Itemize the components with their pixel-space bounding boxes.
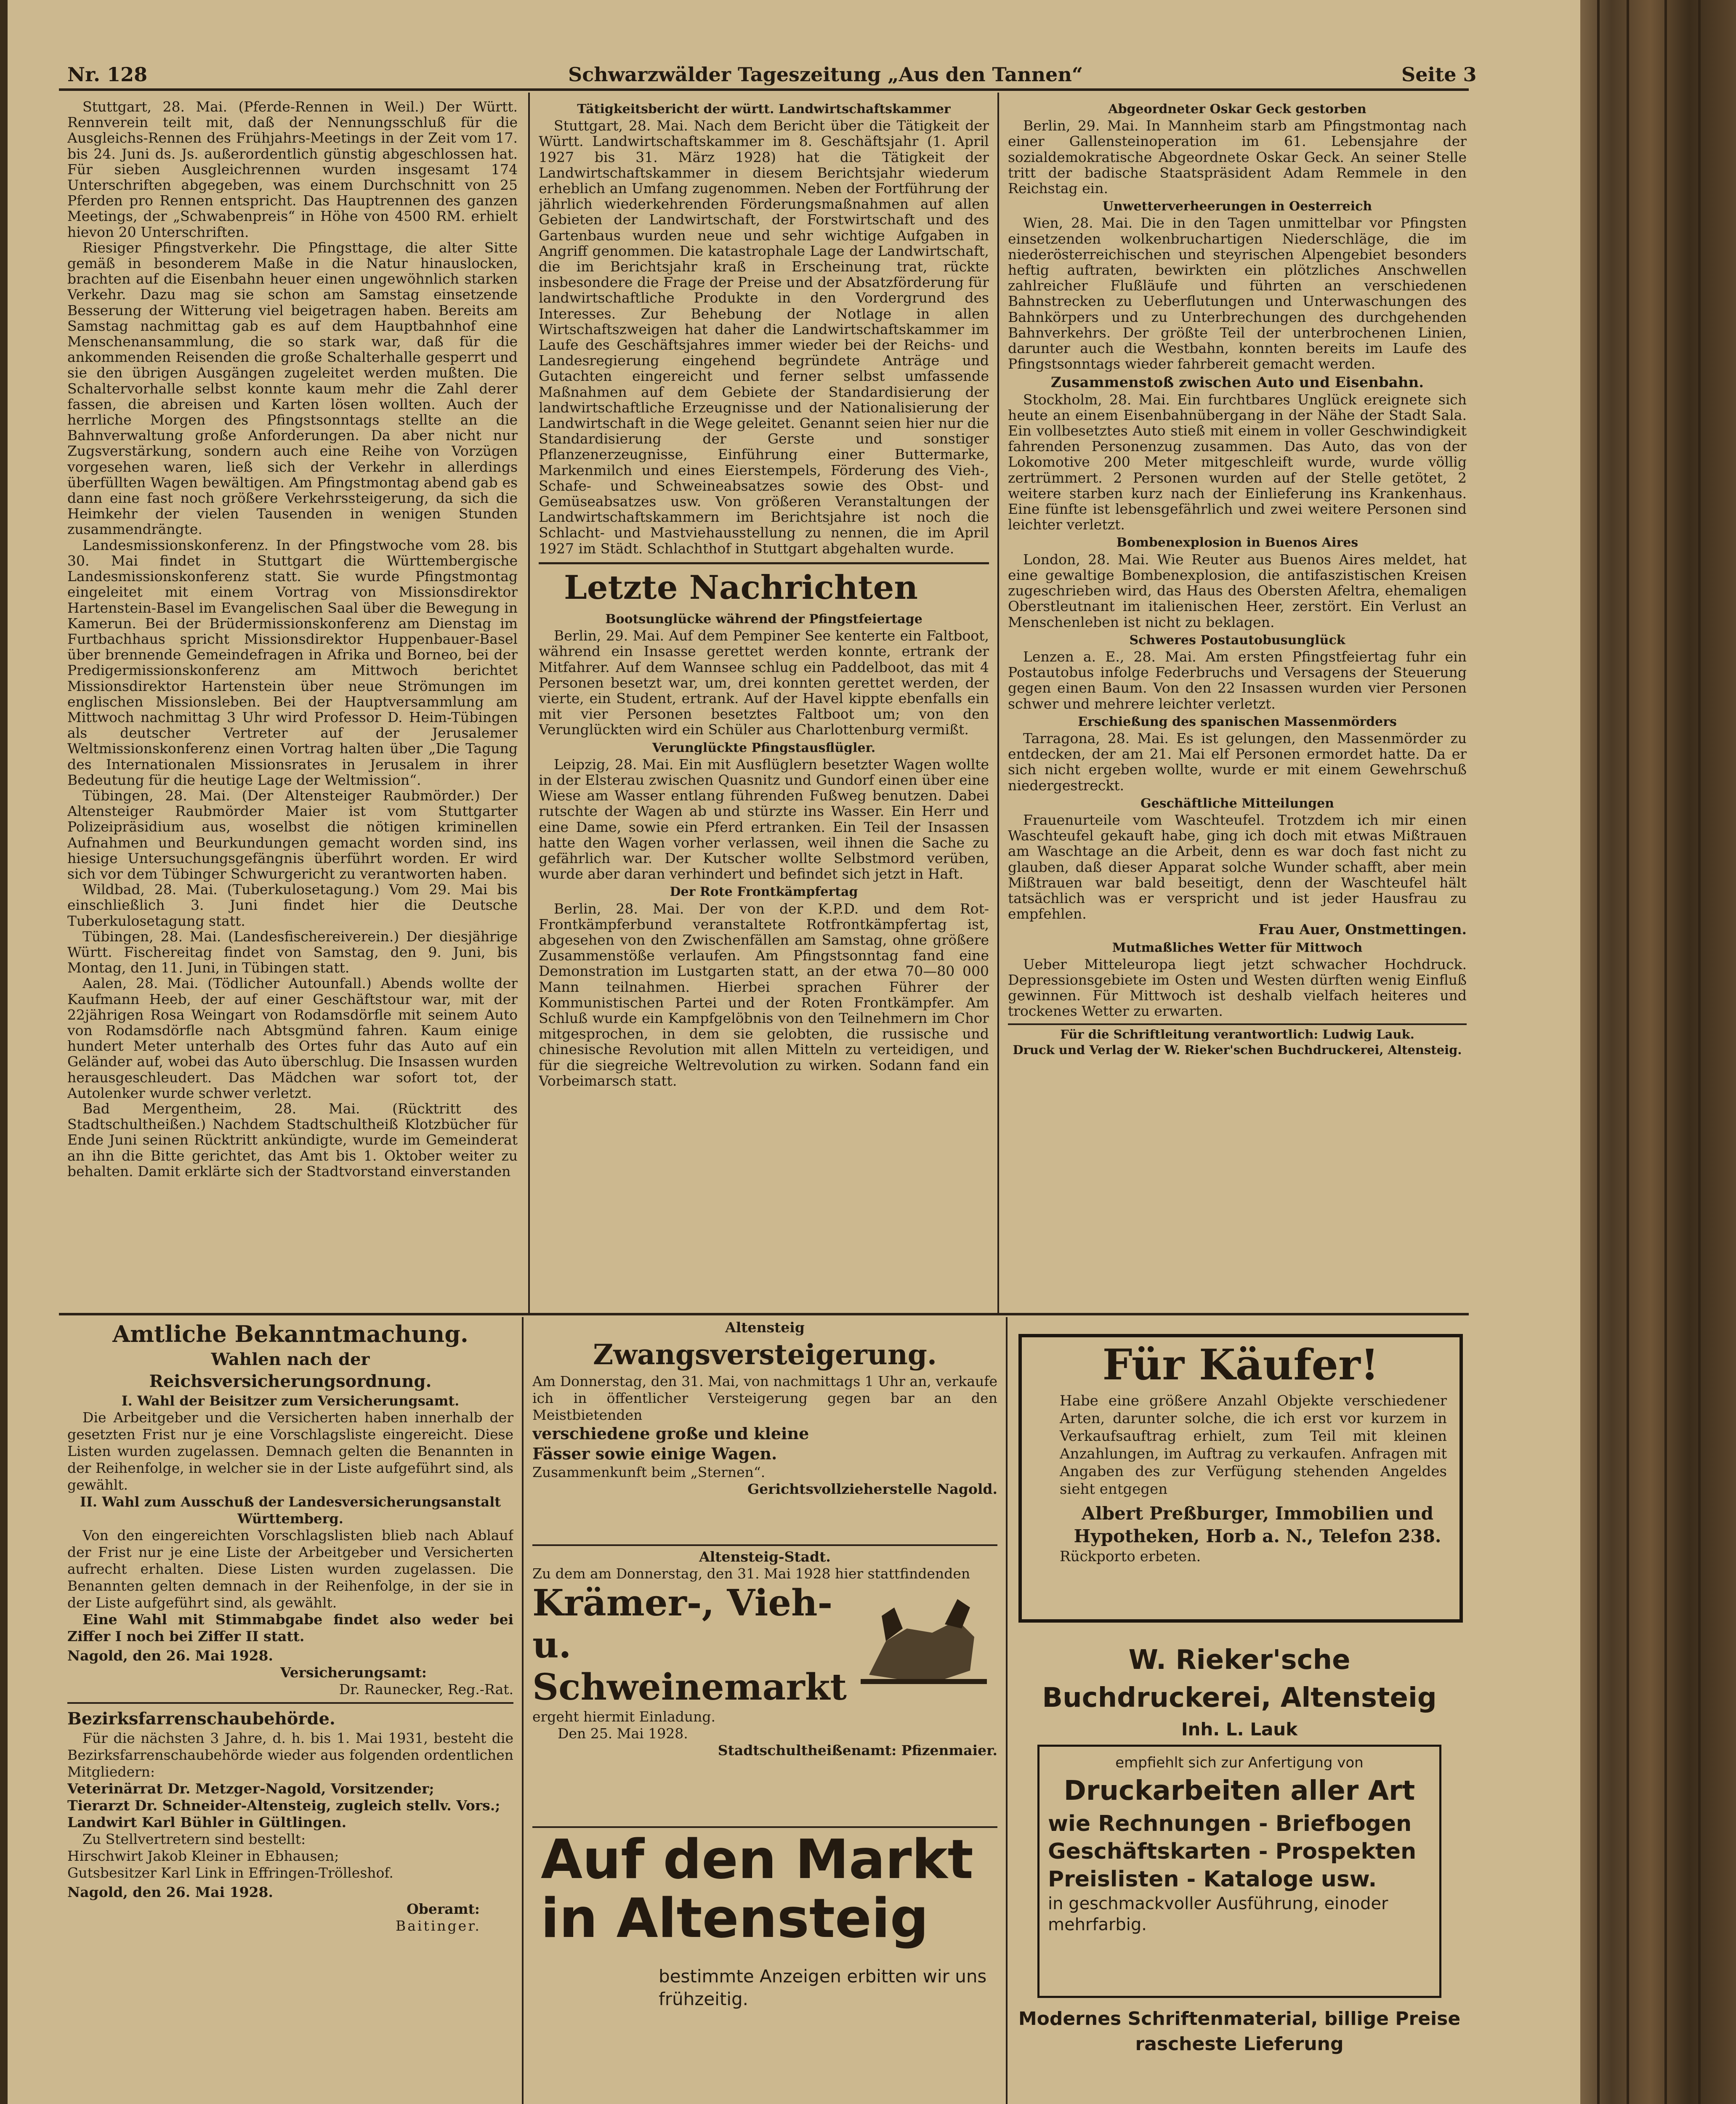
markt-place: Altensteig-Stadt. bbox=[699, 1549, 831, 1565]
column-2 bbox=[539, 99, 989, 1307]
auf-title-1: Auf den Markt bbox=[541, 1830, 973, 1891]
farrenschau-member-3: Landwirt Karl Bühler in Gültlingen. bbox=[67, 1814, 347, 1830]
article-bootsunglueck: Berlin, 29. Mai. Auf dem Pempiner See kenterte ein Faltboot, während ein Insasse gerettet werden konnte, ertrank der Mitfahrer. Auf dem Wannsee schlug ein Paddelboot, das mit 4 Personen besetzt war, um, drei konnten gerettet werden, der vierte, ein Student, ertrank. Auf der Havel kippte ebenfalls ein mit vier Personen besetztes Faltboot um; von den Verunglückten wird ein Schüler aus Charlottenburg vermißt. bbox=[539, 627, 989, 738]
headline-landwirtschaftskammer: Tätigkeitsbericht der württ. Landwirtschaftskammer bbox=[577, 102, 951, 117]
amtlich-subtitle: Wahlen nach der Reichsversicherungsordnung. bbox=[149, 1350, 432, 1391]
rieker-intro: empfiehlt sich zur Anfertigung von bbox=[1115, 1754, 1364, 1771]
farrenschau-text: Für die nächsten 3 Jahre, d. h. bis 1. Mai 1931, besteht die Bezirksfarrenschaubehörde wieder aus folgenden ordentlichen Mitgliedern: bbox=[67, 1730, 513, 1780]
amtlich-text-1: Die Arbeitgeber und die Versicherten haben innerhalb der gesetzten Frist nur je eine Vorschlagsliste eingereicht. Diese Listen wurden zugelassen. Demnach gelten die Benannten in der Reihenfolge, in welcher sie in der Liste aufgeführt sind, als gewählt. bbox=[67, 1409, 513, 1493]
article-pfingstverkehr: Riesiger Pfingstverkehr. Die Pfingsttage, die alter Sitte gemäß in besonderem Maße in die Natur hinauslocken, brachten auf die Eisenbahn heuer einen ungewöhnlich starken Verkehr. Dazu mag sie schon am Samstag einsetzende Besserung der Witterung viel beigetragen haben. Bereits am Samstag nachmittag gab es auf dem Hauptbahnhof eine Menschenansammlung, die so stark war, daß für die ankommenden Reisenden die große Schalterhalle gesperrt und sie den übrigen Ausgängen zugeleitet werden mußten. Die Schaltervorhalle selbst konnte kaum mehr die Zahl derer fassen, die abreisen und Karten lösen wollten. Auch der herrliche Morgen des Pfingstsonntags stellte an die Bahnverwaltung große Anforderungen. Da aber nicht nur Zugsverstärkung, sondern auch eine Reihe von Vorzügen vorgesehen waren, ließ sich der Verkehr in allerdings überfüllten Wagen bewältigen. Am Pfingstmontag abend gab es dann eine fast noch größere Verkehrssteigerung, da sich die Heimkehr der vielen Tausenden in wenigen Stunden zusammendrängte. bbox=[67, 239, 518, 538]
article-tuberkulose: Wildbad, 28. Mai. (Tuberkulosetagung.) Vom 29. Mai bis einschließlich 3. Juni findet hier die Deutsche Tuberkulosetagung statt. bbox=[67, 881, 518, 929]
amtlich-text-3: Eine Wahl mit Stimmabgabe findet also weder bei Ziffer I noch bei Ziffer II statt. bbox=[67, 1611, 513, 1644]
ad-rule bbox=[532, 1544, 997, 1546]
farrenschau-member-1: Veterinärrat Dr. Metzger-Nagold, Vorsitzender; bbox=[67, 1780, 434, 1797]
article-postautobus: Lenzen a. E., 28. Mai. Am ersten Pfingstfeiertag fuhr ein Postautobus infolge Federbruchs und Versagens der Steuerung gegen einen Baum. Von den 22 Insassen wurden vier Personen schwer und mehrere leichter verletzt. bbox=[1008, 648, 1467, 712]
kaeufer-contact: Albert Preßburger, Immobilien und Hypotheken, Horb a. N., Telefon 238. bbox=[1074, 1503, 1441, 1546]
binding-edge-left bbox=[0, 0, 8, 2104]
farrenschau-office: Oberamt: bbox=[407, 1901, 480, 1917]
farrenschau-member-2: Tierarzt Dr. Schneider-Altensteig, zugleich stellv. Vors.; bbox=[67, 1797, 500, 1814]
zwang-place: Altensteig bbox=[725, 1319, 805, 1336]
zwang-title: Zwangsversteigerung. bbox=[593, 1338, 937, 1371]
article-pferderennen: Stuttgart, 28. Mai. (Pferde-Rennen in Weil.) Der Württ. Rennverein teilt mit, daß der Nennungsschluß für die Ausgleichs-Rennen des Frühjahrs-Meetings in der Zeit vom 17. bis 24. Juni ds. Js. außerordentlich günstig abgeschlossen hat. Für sieben Ausgleichrennen wurden insgesamt 174 Unterschriften abgegeben, was einem Durchschnitt von 25 Pferden pro Rennen entspricht. Das Hauptrennen des ganzen Meetings, der „Schwabenpreis“ in Höhe von 4500 RM. erhielt hievon 20 Unterschriften. bbox=[67, 99, 518, 240]
article-wetter: Ueber Mitteleuropa liegt jetzt schwacher Hochdruck. Depressionsgebiete im Osten und Westen dürften wenig Einfluß gewinnen. Für Mittwoch ist deshalb vielfach heiteres und trockenes Wetter zu erwarten. bbox=[1008, 956, 1467, 1020]
amtlich-signature: Dr. Raunecker, Reg.-Rat. bbox=[339, 1681, 513, 1698]
rieker-headline: Druckarbeiten aller Art bbox=[1063, 1775, 1415, 1806]
article-frontkaempfertag: Berlin, 28. Mai. Der von der K.P.D. und dem Rot-Frontkämpferbund veranstaltete Rotfrontkämpfertag ist, abgesehen von den Zwischenfällen am Samstag, ohne größere Zusammenstöße verlaufen. Am Pfingstsonntag fand eine Demonstration im Lustgarten statt, an der etwa 70—80 000 Mann teilnahmen. Hierbei sprachen Führer der Kommunistischen Partei und der Roten Frontkämpfer. Am Schluß wurde ein Kampfgelöbnis von den Teilnehmern im Chor mitgesprochen, in dem sie gelobten, die russische und chinesische Revolution mit allen Mitteln zu verteidigen, und für die siegreiche Weltrevolution zu wirken. Sodann fand ein Vorbeimarsch statt. bbox=[539, 900, 989, 1089]
amtlich-text-2: Von den eingereichten Vorschlagslisten blieb nach Ablauf der Frist nur je eine Liste der Arbeitgeber und Versicherten aufrecht erhalten. Diese Listen wurden zugelassen. Die Benannten gelten demnach in der Reihenfolge, in der sie in der Liste aufgeführt sind, als gewählt. bbox=[67, 1527, 513, 1611]
amtlich-date: Nagold, den 26. Mai 1928. bbox=[67, 1647, 273, 1664]
zwang-items: verschiedene große und kleine Fässer sowie einige Wagen. bbox=[532, 1424, 809, 1463]
headline-massenmoerder: Erschießung des spanischen Massenmörders bbox=[1078, 714, 1397, 729]
article-raubmoerder: Tübingen, 28. Mai. (Der Altensteiger Raubmörder.) Der Altensteiger Raubmörder Maier ist vom Stuttgarter Polizeipräsidium aus, woselbst die nötigen kriminellen Aufnahmen und Beurkundungen gemacht worden sind, ins hiesige Untersuchungsgefängnis überführt worden. Er wird sich vor dem Tübinger Schwurgericht zu verantworten haben. bbox=[67, 787, 518, 882]
article-unwetter: Wien, 28. Mai. Die in den Tagen unmittelbar vor Pfingsten einsetzenden wolkenbruchartigen Niederschläge, die im niederösterreichischen und steyrischen Alpengebiet besonders heftig auftraten, bewirkten ein plötzliches Anschwellen zahlreicher Flußläufe und führten an verschiedenen Bahnstrecken zu Ueberflutungen und Unterwaschungen des Bahnkörpers und zu Unterbrechungen des durchgehenden Bahnverkehrs. Der größte Teil der unterbrochenen Linien, darunter auch die Westbahn, konnten bereits im Laufe des Pfingstsonntags wieder fahrbereit gemacht werden. bbox=[1008, 215, 1467, 372]
headline-zusammenstoss: Zusammenstoß zwischen Auto und Eisenbahn. bbox=[1050, 374, 1424, 391]
column-divider bbox=[528, 93, 530, 1313]
page-number: Seite 3 bbox=[1401, 63, 1477, 86]
header-rule bbox=[59, 88, 1469, 91]
farrenschau-deputy-2: Gutsbesitzer Karl Link in Effringen-Trölleshof. bbox=[67, 1865, 393, 1881]
column-divider bbox=[997, 93, 999, 1313]
article-fischereiverein: Tübingen, 28. Mai. (Landesfischereiverein.) Der diesjährige Württ. Fischereitag findet von Samstag, den 9. Juni, bis Montag, den 11. Juni, in Tübingen statt. bbox=[67, 928, 518, 976]
amtlich-title: Amtliche Bekanntmachung. bbox=[112, 1320, 468, 1347]
rieker-box bbox=[1037, 1745, 1441, 1998]
article-ruecktritt: Bad Mergentheim, 28. Mai. (Rücktritt des Stadtschultheißen.) Nachdem Stadtschultheiß Klotzbücher für Ende Juni seinen Rücktritt ankündigte, wurde im Gemeinderat an ihn die Bitte gerichtet, das Amt bis 1. Oktober weiter zu behalten. Damit erklärte sich der Stadtvorstand einverstanden bbox=[67, 1100, 518, 1180]
rieker-title: W. Rieker'sche Buchdruckerei, Altensteig bbox=[1042, 1644, 1437, 1713]
headline-unwetter: Unwetterverheerungen in Oesterreich bbox=[1102, 199, 1372, 214]
rieker-line-1: wie Rechnungen - Briefbogen bbox=[1048, 1811, 1412, 1836]
ad-auf-den-markt bbox=[532, 1830, 997, 2049]
rieker-line-6: rascheste Lieferung bbox=[1135, 2033, 1344, 2055]
markt-text: Zu dem am Donnerstag, den 31. Mai 1928 hier stattfindenden bbox=[532, 1565, 970, 1582]
headline-bootsunglueck: Bootsunglücke während der Pfingstfeiertage bbox=[605, 611, 922, 627]
auf-text: bestimmte Anzeigen erbitten wir uns frühzeitig. bbox=[659, 1966, 987, 2009]
ad-rieker-buchdruckerei bbox=[1012, 1641, 1467, 2104]
ad-rule bbox=[532, 1826, 997, 1828]
farrenschau-date: Nagold, den 26. Mai 1928. bbox=[67, 1884, 273, 1900]
farrenschau-signature: Baitinger. bbox=[396, 1918, 481, 1934]
ad-markt bbox=[532, 1549, 997, 1822]
signature-waschteufel: Frau Auer, Onstmettingen. bbox=[1258, 921, 1467, 938]
article-bombenexplosion: London, 28. Mai. Wie Reuter aus Buenos Aires meldet, hat eine gewaltige Bombenexplosion, die antifaszistischen Kreisen zugeschrieben wird, das Haus des Obersten Afeltra, ehemaligen Oberstleutnant im italienischen Heer, zerstört. Ein Verlust an Menschenleben ist nicht zu beklagen. bbox=[1008, 551, 1467, 630]
markt-date: Den 25. Mai 1928. bbox=[558, 1725, 688, 1742]
headline-frontkaempfertag: Der Rote Frontkämpfertag bbox=[670, 885, 858, 900]
ads-rule bbox=[59, 1313, 1469, 1315]
amtlich-section-2: II. Wahl zum Ausschuß der Landesversicherungsanstalt Württemberg. bbox=[80, 1494, 501, 1527]
column-3 bbox=[1008, 99, 1467, 1307]
farrenschau-deputies: Zu Stellvertretern sind bestellt: bbox=[82, 1831, 306, 1847]
headline-pfingstausfluegler: Verunglückte Pfingstausflügler. bbox=[652, 740, 876, 755]
headline-geck: Abgeordneter Oskar Geck gestorben bbox=[1108, 102, 1366, 117]
kaeufer-title: Für Käufer! bbox=[1102, 1340, 1379, 1389]
book-spine bbox=[1580, 0, 1736, 2104]
farrenschau-deputy-1: Hirschwirt Jakob Kleiner in Ebhausen; bbox=[67, 1848, 339, 1864]
article-massenmoerder: Tarragona, 28. Mai. Es ist gelungen, den Massenmörder zu entdecken, der am 21. Mai elf Personen ermordet hatte. Da er sich nicht ergeben wollte, wurde er mit einem Gewehrschuß niedergestreckt. bbox=[1008, 730, 1467, 794]
zwang-meeting: Zusammenkunft beim „Sternen“. bbox=[532, 1464, 766, 1480]
issue-number: Nr. 128 bbox=[67, 63, 148, 86]
markt-invitation: ergeht hiermit Einladung. bbox=[532, 1708, 716, 1725]
column-1 bbox=[67, 99, 518, 1307]
ad-zwangsversteigerung bbox=[532, 1319, 997, 1542]
rieker-line-5: Modernes Schriftenmaterial, billige Preise bbox=[1018, 2008, 1461, 2030]
article-geck: Berlin, 29. Mai. In Mannheim starb am Pfingstmontag nach einer Gallensteinoperation im 61. Lebensjahre der sozialdemokratische Abgeordnete Oskar Geck. An seiner Stelle tritt der badische Staatspräsident Adam Remmele in den Reichstag ein. bbox=[1008, 117, 1467, 197]
markt-title-1: Krämer-, Vieh- bbox=[532, 1582, 833, 1624]
cattle-market-illustration-icon bbox=[861, 1591, 987, 1692]
ads-divider bbox=[1006, 1317, 1008, 2104]
article-missionskonferenz: Landesmissionskonferenz. In der Pfingstwoche vom 28. bis 30. Mai findet in Stuttgart die Württembergische Landesmissionskonferenz statt. Sie wurde Pfingstmontag eingeleitet mit einem Vortrag von Missionsdirektor Hartenstein-Basel im Evangelischen Saal über die Bewegung in Kamerun. Bei der Brüdermissionskonferenz am Dienstag im Furtbachhaus spricht Missionsdirektor Huppenbauer-Basel über brennende Gemeindefragen in Afrika und Borneo, bei der Predigermissionskonferenz am Mittwoch berichtet Missionsdirektor Hartenstein über neue Strömungen im englischen Missionsleben. Bei der Hauptversammlung am Mittwoch nachmittag 3 Uhr wird Professor D. Heim-Tübingen als deutscher Vertreter auf der Jerusalemer Weltmissionskonferenz einen Vortrag halten über „Die Tagung des Internationalen Missionsrates in Jerusalem in ihrer Bedeutung für die heutige Lage der Weltmission“. bbox=[67, 537, 518, 788]
masthead: Schwarzwälder Tageszeitung „Aus den Tannen“ bbox=[568, 63, 1083, 86]
headline-bombenexplosion: Bombenexplosion in Buenos Aires bbox=[1116, 535, 1358, 550]
markt-signature: Stadtschultheißenamt: Pfizenmaier. bbox=[718, 1742, 997, 1759]
kaeufer-rueckporto: Rückporto erbeten. bbox=[1060, 1548, 1201, 1565]
zwang-signature: Gerichtsvollzieherstelle Nagold. bbox=[747, 1481, 997, 1497]
imprint-publisher: Druck und Verlag der W. Rieker'schen Buchdruckerei, Altensteig. bbox=[1013, 1042, 1462, 1057]
article-pfingstausfluegler: Leipzig, 28. Mai. Ein mit Ausflüglern besetzter Wagen wollte in der Elsterau zwischen Quasnitz und Gundorf einen über eine Wiese am Wasser entlang führenden Fußweg benutzen. Dabei rutschte der Wagen ab und stürzte ins Wasser. Ein Herr und eine Dame, sowie ein Pferd ertranken. Ein Teil der Insassen hatte den Wagen vorher verlassen, weil ihnen die Sache zu gefährlich war. Der Kutscher wollte Selbstmord verüben, wurde aber daran verhindert und befindet sich jetzt in Haft. bbox=[539, 756, 989, 882]
article-waschteufel: Frauenurteile vom Waschteufel. Trotzdem ich mir einen Waschteufel gekauft habe, ging ich doch mit etwas Mißtrauen am Waschtage an die Arbeit, denn es war doch fast nicht zu glauben, daß dieser Apparat solche Wunder schafft, aber mein Mißtrauen war bald beseitigt, denn der Waschteufel hält tatsächlich was er verspricht und ist jeder Hausfrau zu empfehlen. bbox=[1008, 811, 1467, 922]
rieker-owner: Inh. L. Lauk bbox=[1181, 1719, 1298, 1740]
auf-title-2: in Altensteig bbox=[541, 1887, 929, 1950]
headline-postautobus: Schweres Postautobusunglück bbox=[1129, 632, 1345, 648]
headline-geschaeftliche-mitteilungen: Geschäftliche Mitteilungen bbox=[1140, 796, 1334, 811]
rieker-line-4: in geschmackvoller Ausführung, einoder mehrfarbig. bbox=[1048, 1894, 1388, 1934]
amtlich-office: Versicherungsamt: bbox=[280, 1664, 427, 1681]
rieker-line-2: Geschäftskarten - Prospekten bbox=[1048, 1839, 1417, 1864]
farrenschau-title: Bezirksfarrenschaubehörde. bbox=[67, 1709, 335, 1729]
article-zusammenstoss: Stockholm, 28. Mai. Ein furchtbares Unglück ereignete sich heute an einem Eisenbahnübergang in der Nähe der Stadt Sala. Ein vollbesetztes Auto stieß mit einem in voller Geschwindigkeit fahrenden Personenzug zusammen. Das Auto, das von der Lokomotive 200 Meter mitgeschleift wurde, wurde völlig zertrümmert. 2 Personen wurden auf der Stelle getötet, 2 weitere starben kurz nach der Einlieferung ins Krankenhaus. Eine fünfte ist lebensgefährlich und zwei weitere Personen sind leichter verletzt. bbox=[1008, 391, 1467, 533]
markt-title-2: u. Schweinemarkt bbox=[532, 1624, 847, 1708]
article-landwirtschaftskammer: Stuttgart, 28. Mai. Nach dem Bericht über die Tätigkeit der Württ. Landwirtschaftskammer im 8. Geschäftsjahr (1. April 1927 bis 31. März 1928) hat die Tätigkeit der Landwirtschaftskammer in diesem Berichtsjahr wiederum erheblich an Umfang zugenommen. Neben der Fortführung der jährlich wiederkehrenden Förderungsmaßnahmen auf allen Gebieten der Landwirtschaft, der Forstwirtschaft und des Gartenbaus wurden neue und sehr wichtige Aufgaben in Angriff genommen. Die katastrophale Lage der Landwirtschaft, die im Berichtsjahr kraß in Erscheinung trat, rückte insbesondere die Frage der Preise und der Absatzförderung für landwirtschaftliche Produkte in den Vordergrund des Interesses. Zur Behebung der Notlage in allen Wirtschaftszweigen hat daher die Landwirtschaftskammer im Laufe des Geschäftsjahres immer wieder bei der Reichs- und Landesregierung eingehend begründete Anträge und Gutachten eingereicht und ferner selbst umfassende Maßnahmen auf dem Gebiete der Standardisierung der landwirtschaftliche Erzeugnisse und der Nationalisierung der Landwirtschaft in die Wege geleitet. Genannt seien hier nur die Standardisierung der Gerste und sonstiger Pflanzenerzeugnisse, Einführung einer Buttermarke, Markenmilch und eines Eierstempels, Förderung des Vieh-, Schafe- und Schweineabsatzes sowie des Obst- und Gemüseabsatzes usw. Von größeren Veranstaltungen der Landwirtschaftskammern im Berichtsjahre ist noch die Schlacht- und Mastviehausstellung zu nennen, die im April 1927 im Städt. Schlachthof in Stuttgart abgehalten wurde. bbox=[539, 117, 989, 557]
headline-wetter: Mutmaßliches Wetter für Mittwoch bbox=[1112, 940, 1363, 955]
rieker-line-3: Preislisten - Kataloge usw. bbox=[1048, 1867, 1377, 1892]
article-autounfall: Aalen, 28. Mai. (Tödlicher Autounfall.) Abends wollte der Kaufmann Heeb, der auf einer Geschäftstour war, mit der 22jährigen Rosa Weingart von Rodamsdörfle mit seinem Auto von Rodamsdörfle nach Abtsgmünd fahren. Kaum einige hundert Meter unterhalb des Ortes fuhr das Auto auf ein Geländer auf, wobei das Auto überschlug. Die Insassen wurden herausgeschleudert. Das Mädchen war sofort tot, der Autolenker wurde schwer verletzt. bbox=[67, 975, 518, 1101]
kaeufer-text: Habe eine größere Anzahl Objekte verschiedener Arten, darunter solche, die ich erst vor kurzem in Verkaufsauftrag erhielt, zum Teil mit kleinen Anzahlungen, im Auftrag zu verkaufen. Anfragen mit Angaben des zur Verfügung stehenden Angeldes sieht entgegen bbox=[1060, 1392, 1447, 1498]
imprint-editor: Für die Schriftleitung verantwortlich: Ludwig Lauk. bbox=[1060, 1027, 1414, 1041]
section-title-letzte-nachrichten: Letzte Nachrichten bbox=[564, 568, 918, 607]
ads-divider bbox=[522, 1317, 524, 2104]
ad-fuer-kaeufer bbox=[1018, 1334, 1463, 1623]
zwang-text-1: Am Donnerstag, den 31. Mai, von nachmittags 1 Uhr an, verkaufe ich in öffentlicher Versteigerung gegen bar an den Meistbietenden bbox=[532, 1373, 997, 1423]
amtliche-bekanntmachung bbox=[67, 1319, 513, 2104]
amtlich-section-1: I. Wahl der Beisitzer zum Versicherungsamt. bbox=[121, 1393, 460, 1409]
